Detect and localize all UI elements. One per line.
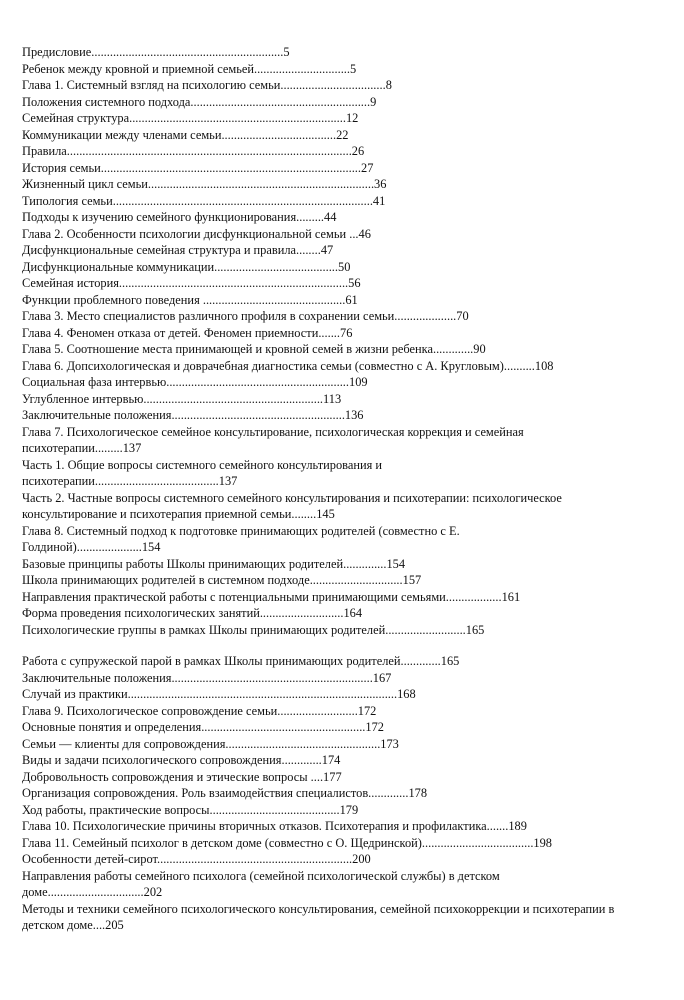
toc-entry: Глава 11. Семейный психолог в детском доме (совместно с О. Щедринской)....................................198 [22,835,553,850]
toc-entry: Семейная структура......................................................................12 [22,111,359,125]
toc-entry: Функции проблемного поведения ..............................................61 [22,292,358,307]
toc-entry: Глава 6. Допсихологическая и доврачебная диагностика семьи (совместно с А. Кругловым)..........108 [22,358,554,373]
toc-entry: Случай из практики.......................................................................................168 [22,687,416,701]
toc-entry: Методы и техники семейного психологического консультирования, семейной психокоррекции и психотерапии в детском доме....205 [22,901,615,932]
toc-entry: Психологические группы в рамках Школы принимающих родителей..........................165 [22,622,485,637]
toc-entry: Виды и задачи психологического сопровождения.............174 [22,753,341,767]
toc-entry: Дисфункциональные коммуникации........................................50 [22,259,351,274]
toc-entry: Дисфункциональные семейная структура и правила........47 [22,243,334,257]
toc-entry: Жизненный цикл семьи.........................................................................36 [22,177,387,191]
toc-entry: Предисловие..............................................................5 [22,45,290,59]
toc-entry: Углубленное интервью..........................................................113 [22,391,342,406]
toc-entry: Положения системного подхода..........................................................9 [22,94,377,109]
spacer [22,638,642,653]
toc-entry: Базовые принципы работы Школы принимающих родителей..............154 [22,556,406,571]
table-of-contents [22,44,642,934]
toc-entry: Глава 4. Феномен отказа от детей. Феномен приемности.......76 [22,325,353,340]
toc-entry: Глава 3. Место специалистов различного профиля в сохранении семьи....................70 [22,309,469,323]
toc-entry: Ход работы, практические вопросы..........................................179 [22,802,359,817]
toc-entry: Глава 1. Системный взгляд на психологию семьи..................................8 [22,78,392,92]
toc-entry: Семейная история..........................................................................56 [22,276,361,290]
toc-entry: Глава 2. Особенности психологии дисфункциональной семьи ...46 [22,226,371,241]
toc-entry: Глава 10. Психологические причины вторичных отказов. Психотерапия и профилактика.......189 [22,819,527,833]
toc-entry: Особенности детей-сирот...............................................................200 [22,852,371,866]
toc-entry: Форма проведения психологических занятий...........................164 [22,606,363,620]
toc-entry: Основные понятия и определения.....................................................172 [22,720,384,734]
toc-entry: Направления работы семейного психолога (семейной психологической службы) в детском доме...............................202 [22,868,500,899]
toc-entry: Социальная фаза интервью...........................................................109 [22,375,368,389]
toc-entry: Организация сопровождения. Роль взаимодействия специалистов.............178 [22,786,428,800]
toc-entry: Ребенок между кровной и приемной семьей...............................5 [22,61,357,76]
toc-entry: Часть 2. Частные вопросы системного семейного консультирования и психотерапии: психологическое консультирование и психотерапия приемной семьи........145 [22,490,562,521]
toc-entry: Глава 8. Системный подход к подготовке принимающих родителей (совместно с Е. Голдиной).....................154 [22,523,460,554]
toc-entry: Глава 9. Психологическое сопровождение семьи..........................172 [22,703,377,718]
toc-entry: История семьи....................................................................................27 [22,160,374,175]
toc-entry: Коммуникации между членами семьи.....................................22 [22,127,349,142]
toc-entry: Правила............................................................................................26 [22,144,365,158]
toc-entry: Заключительные положения.................................................................167 [22,670,392,685]
toc-entry: Семьи — клиенты для сопровождения..................................................173 [22,736,399,751]
toc-entry: Добровольность сопровождения и этические вопросы ....177 [22,769,342,784]
toc-entry: Типология семьи....................................................................................41 [22,193,386,208]
toc-entry: Направления практической работы с потенциальными принимающими семьями..................161 [22,589,521,604]
toc-entry: Школа принимающих родителей в системном подходе..............................157 [22,573,422,587]
toc-entry: Подходы к изучению семейного функционирования.........44 [22,210,337,224]
toc-entry: Часть 1. Общие вопросы системного семейного консультирования и психотерапии........................................137 [22,457,383,488]
toc-entry: Глава 7. Психологическое семейное консультирование, психологическая коррекция и семейная психотерапии.........137 [22,424,524,455]
toc-entry: Работа с супружеской парой в рамках Школы принимающих родителей.............165 [22,654,460,668]
toc-entry: Глава 5. Соотношение места принимающей и кровной семей в жизни ребенка.............90 [22,342,486,356]
toc-entry: Заключительные положения........................................................136 [22,408,364,422]
